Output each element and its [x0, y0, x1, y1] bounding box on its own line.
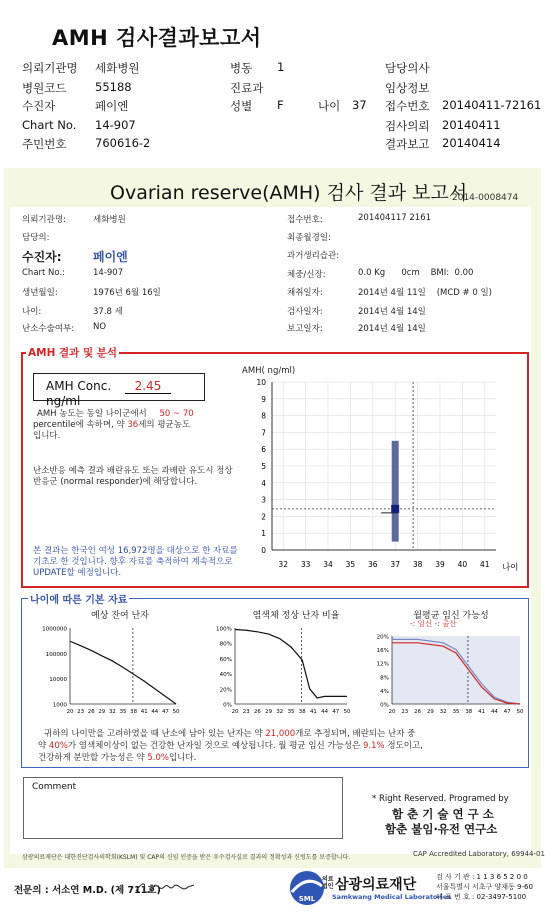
header-age-value: 37 [352, 98, 367, 112]
x-tick-label: 38 [465, 709, 473, 715]
y-tick-label: 100000 [45, 651, 67, 658]
preg-pct: 9.1% [363, 741, 385, 751]
x-tick-label: 40 [457, 560, 468, 569]
report-right-label: 과거생리습관: [287, 251, 340, 261]
x-tick-label: 38 [298, 709, 306, 715]
normal-pct: 40% [48, 741, 68, 751]
normal-eggs-chart [205, 620, 355, 722]
range-bar [392, 441, 399, 542]
x-tick-label: 23 [242, 709, 250, 715]
org-info [436, 872, 533, 902]
header-label: 의뢰기관명 [22, 61, 78, 75]
header-value: 페이엔 [95, 99, 129, 113]
header-label: 주민번호 [22, 137, 67, 151]
y-tick-label: 20% [376, 634, 389, 641]
report-left-value: NO [93, 322, 107, 332]
report-left-label: 의뢰기관명: [22, 215, 66, 225]
y-tick-label: 16% [376, 648, 389, 655]
report-right-value: 2014년 4월 11일 (MCD # 0 일) [358, 288, 492, 298]
header-value: 760616-2 [95, 136, 151, 150]
y-tick-label: 6 [261, 445, 266, 455]
header-value: F [277, 98, 284, 112]
y-tick-label: 2 [261, 512, 266, 522]
report-right-label: 보고일자: [287, 324, 323, 334]
y-tick-label: 20% [219, 687, 232, 694]
chart2-title: 염색체 정상 난자 비율 [252, 611, 340, 621]
x-tick-label: 50 [343, 709, 351, 715]
x-tick-label: 44 [151, 709, 159, 715]
equiv-age: 36 [127, 420, 139, 430]
patient-name: 페이엔 [93, 250, 128, 264]
x-tick-label: 39 [435, 560, 445, 569]
x-tick-label: 47 [332, 709, 340, 715]
p1d: 입니다. [33, 431, 61, 441]
y-tick-label: 3 [261, 495, 266, 505]
report-left-label: 난소수술여부: [22, 324, 75, 334]
report-right-value: 2014년 4월 14일 [358, 324, 426, 334]
report-right-label: 채취일자: [287, 288, 323, 298]
x-tick-label: 34 [323, 560, 333, 569]
chart3-title: 월평균 임신 가능성 [413, 611, 489, 621]
x-tick-label: 38 [130, 709, 138, 715]
y-tick-label: 5 [261, 462, 266, 471]
y-tick-label: 0% [223, 702, 232, 709]
analysis-label: AMH 결과 및 분석 [28, 347, 118, 359]
y-tick-label: 10000 [49, 677, 67, 684]
x-axis-label: 나이 [502, 563, 519, 573]
remaining-eggs-chart [26, 620, 186, 722]
x-tick-label: 37 [390, 560, 400, 569]
s1: 귀하의 나이만을 고려하였을 때 난소에 남아 있는 난자는 약 [44, 729, 263, 739]
org-info-line: 검 사 기 관 : 1 1 3 6 5 2 0 0 [436, 873, 528, 881]
y-tick-label: 40% [219, 672, 232, 679]
y-tick-label: 8% [380, 675, 389, 682]
y-tick-label: 1000 [52, 702, 67, 709]
org-info-line: 대 표 번 호 : 02-3497-5100 [436, 893, 527, 901]
header-value: 55188 [95, 80, 132, 94]
amh-conc-value: 2.45 [125, 379, 171, 394]
x-tick-label: 26 [87, 709, 95, 715]
age-summary [38, 728, 528, 764]
x-tick-label: 32 [108, 709, 116, 715]
s5: 정도이고, [387, 741, 423, 751]
report-right-value: 201404117 2161 [358, 213, 432, 223]
report-left-value: 세화병원 [93, 215, 126, 225]
header-age-label: 나이 [318, 99, 341, 113]
x-tick-label: 41 [309, 709, 317, 715]
report-left-value: 37.8 세 [93, 307, 123, 317]
x-tick-label: 20 [66, 709, 74, 715]
sml-logo-icon [287, 868, 327, 908]
y-tick-label: 0 [261, 546, 266, 555]
p1c: 세의 평균농도 [138, 420, 191, 430]
lab-name-2: 함춘 불임·유전 연구소 [385, 822, 498, 836]
x-tick-label: 29 [426, 709, 434, 715]
svg-text:SML: SML [298, 895, 316, 903]
x-tick-label: 41 [140, 709, 148, 715]
report-title: Ovarian reserve(AMH) 검사 결과 보고서 [110, 182, 468, 204]
y-tick-label: 80% [219, 641, 232, 648]
x-tick-label: 44 [490, 709, 498, 715]
amh-chart [238, 362, 524, 580]
amh-point [391, 505, 399, 513]
report-left-label: 생년월일: [22, 288, 58, 298]
header-value: 1 [277, 60, 285, 74]
y-tick-label: 12% [376, 661, 389, 668]
analysis-note: 본 결과는 한국인 여성 16,972명을 대상으로 한 자료를 기초로 한 것입니다. 향후 자료를 축적하여 계속적으로 UPDATE할 예정입니다. [33, 546, 238, 578]
header-label: 진료과 [230, 81, 264, 95]
x-tick-label: 35 [119, 709, 127, 715]
analysis-para-1 [33, 409, 233, 442]
remain-eggs: 21,000 [265, 729, 296, 739]
report-left-value: 14-907 [93, 268, 124, 278]
report-right-label: 접수번호: [287, 215, 323, 225]
report-right-label: 체중/신장: [287, 270, 326, 280]
x-tick-label: 47 [161, 709, 169, 715]
header-label: 검사의뢰 [385, 119, 430, 133]
x-tick-label: 23 [77, 709, 85, 715]
x-tick-label: 35 [452, 709, 460, 715]
header-value: 20140411 [442, 118, 501, 132]
x-tick-label: 20 [388, 709, 396, 715]
pct-high: 70 [182, 409, 194, 419]
y-tick-label: 0% [380, 702, 389, 709]
x-tick-label: 20 [231, 709, 239, 715]
x-tick-label: 29 [265, 709, 273, 715]
x-tick-label: 41 [480, 560, 490, 569]
y-tick-label: 8 [261, 411, 266, 421]
header-label: 병원코드 [22, 81, 67, 95]
amh-chart-ylabel: AMH( ng/ml) [242, 366, 296, 376]
rights-text: * Right Reserved. Programed by [372, 794, 509, 804]
footer-cap: CAP Accredited Laboratory, 69944-01 [413, 850, 545, 858]
header-label: 병동 [230, 61, 253, 75]
s4: 가 염색체이상이 없는 건강한 난자일 것으로 예상됩니다. 월 평균 임신 가능성은 [67, 741, 361, 751]
s3: 약 [38, 741, 47, 751]
footer-notice: 삼광의료재단은 대한진단검사의학회(KSLM) 및 CAP의 신임 인증을 받은 우수검사실로 결과의 정확성과 신빙도를 보증합니다. [22, 854, 351, 861]
org-prefix: 의료법인 [322, 876, 334, 890]
x-tick-label: 33 [300, 560, 311, 569]
report-right-label: 최종월경일: [287, 233, 331, 243]
header-label: 담당의사 [385, 61, 430, 75]
x-tick-label: 36 [368, 560, 378, 569]
pct-sep: ~ [173, 409, 181, 419]
s7: 입니다. [168, 753, 197, 763]
header-value: 20140414 [442, 136, 501, 150]
signature [134, 878, 196, 899]
chart3-legend: -: 임신 -: 출산 [410, 619, 457, 628]
header-label: 임상정보 [385, 81, 430, 95]
x-tick-label: 26 [253, 709, 261, 715]
header-value: 세화병원 [95, 61, 140, 75]
x-tick-label: 23 [401, 709, 409, 715]
x-tick-label: 32 [276, 709, 284, 715]
amh-conc-unit: ng/ml [46, 394, 81, 408]
report-left-value: 1976년 6월 16일 [93, 288, 161, 298]
x-tick-label: 50 [172, 709, 180, 715]
signature-image [134, 878, 196, 896]
p1a: AMH 농도는 동일 나이군에서 [37, 409, 147, 419]
org-name: 삼광의료재단 [335, 877, 417, 893]
chart1-title: 예상 잔여 난자 [91, 611, 149, 621]
x-tick-label: 32 [278, 560, 288, 569]
comment-box [23, 777, 343, 839]
amh-conc-box [33, 373, 205, 408]
header-label: 결과보고 [385, 137, 430, 151]
x-tick-label: 29 [98, 709, 106, 715]
report-right-value: 0.0 Kg 0cm BMI: 0.00 [358, 268, 474, 278]
report-right-value: 2014년 4월 14일 [358, 307, 426, 317]
amh-conc-label: AMH Conc. [46, 379, 112, 393]
org-en: Samkwang Medical Laboratories [332, 893, 452, 901]
pct-low: 50 [159, 409, 171, 419]
x-tick-label: 44 [321, 709, 329, 715]
x-tick-label: 50 [516, 709, 524, 715]
report-left-label: 나이: [22, 307, 42, 317]
y-tick-label: 4% [380, 688, 389, 695]
header-label: 성별 [230, 99, 253, 113]
y-tick-label: 100% [216, 626, 232, 633]
header-value: 20140411-72161 [442, 98, 542, 112]
s6: 건강하게 분만할 가능성은 약 [38, 753, 145, 763]
x-tick-label: 38 [412, 560, 423, 569]
specialist: 전문의 : 서소연 M.D. (제 711호) [14, 885, 161, 896]
x-tick-label: 41 [478, 709, 486, 715]
p1b: percentile에 속하며, 약 [33, 420, 125, 430]
y-tick-label: 60% [219, 656, 232, 663]
series-line [235, 630, 347, 698]
chart3-bg [392, 636, 520, 704]
header-value: 14-907 [95, 118, 136, 132]
y-tick-label: 1 [261, 529, 266, 539]
x-tick-label: 35 [345, 560, 356, 569]
report-left-label: 담당의: [22, 233, 50, 243]
x-tick-label: 47 [503, 709, 511, 715]
y-tick-label: 9 [261, 394, 266, 404]
analysis-para-2: 난소반응 예측 결과 배란유도 또는 과배란 유도시 정상반응군 (normal responder)에 해당합니다. [33, 466, 233, 487]
y-tick-label: 1000000 [42, 626, 67, 633]
report-right-label: 검사일자: [287, 307, 323, 317]
x-tick-label: 26 [414, 709, 422, 715]
age-data-label: 나이에 따른 기본 자료 [28, 591, 129, 606]
patient-label: 수진자: [22, 250, 62, 264]
y-tick-label: 7 [261, 428, 266, 438]
x-tick-label: 35 [287, 709, 295, 715]
s2: 개로 추정되며, 배란되는 난자 중 [295, 729, 416, 739]
y-tick-label: 4 [261, 478, 266, 488]
comment-label: Comment [32, 782, 77, 792]
pregnancy-chart [364, 628, 524, 722]
header-label: 수진자 [22, 99, 56, 113]
lab-name-1: 함 춘 기 술 연 구 소 [392, 807, 494, 821]
y-tick-label: 10 [256, 378, 266, 387]
report-number: 2014-0008474 [452, 193, 519, 203]
birth-pct: 5.0% [147, 753, 169, 763]
header-label: 접수번호 [385, 99, 430, 113]
series-line [70, 641, 176, 704]
x-tick-label: 32 [439, 709, 447, 715]
report-left-label: Chart No.: [22, 268, 66, 278]
header-label: Chart No. [22, 118, 77, 132]
page-title: AMH 검사결과보고서 [52, 26, 262, 50]
org-info-line: 서울특별시 서초구 양재동 9-60 [436, 883, 533, 891]
